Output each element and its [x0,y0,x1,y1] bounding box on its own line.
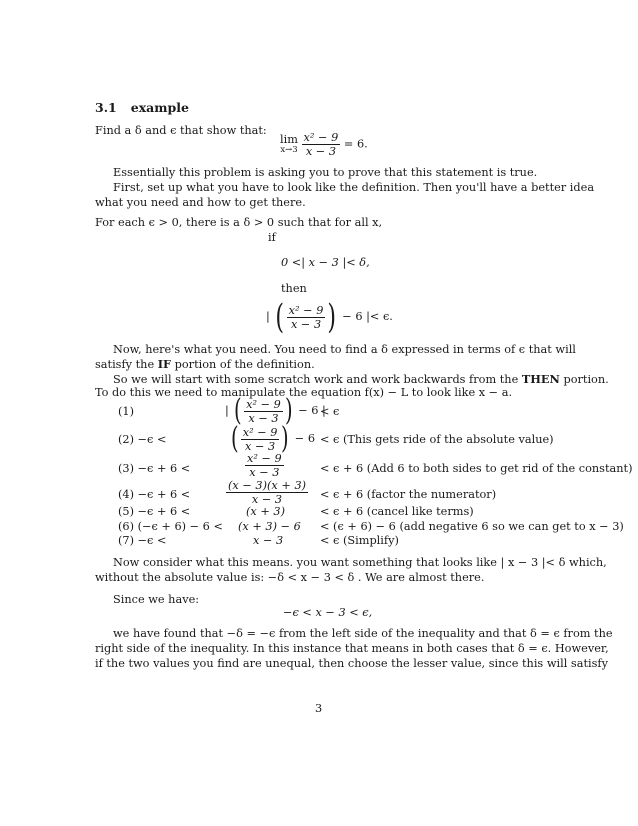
paragraph-7-line-2: right side of the inequality. In this instance that means in both cases that δ = ϵ. However, [95,642,609,655]
step-1-middle: | ( $\frac{\text{x² − 9}}{x - 3}$ ) − 6 | [225,393,326,428]
paragraph-6: Since we have: [113,593,200,606]
definition-for-each: For each ϵ > 0, there is a δ > 0 such that for all x, [95,216,383,229]
section-heading [95,100,189,116]
page-number: 3 [315,702,323,715]
limit-operator: lim x→3 [280,133,298,155]
paragraph-5-line-1: Now consider what this means. you want something that looks like | x − 3 |< δ which, [113,556,607,569]
step-6-label: (6) (−ϵ + 6) − 6 < [118,520,223,533]
paragraph-4-line-1: So we will start with some scratch work and work backwards from the THEN portion. [113,372,609,386]
paragraph-4-line-2: To do this we need to manipulate the equation f(x) − L to look like x − a. [95,386,513,399]
step-7-label: (7) −ϵ < [118,534,167,547]
step-4-right: < ϵ + 6 (factor the numerator) [320,488,497,501]
inequality-display: −ϵ < x − 3 < ϵ, [283,606,373,619]
step-4-middle: $\frac{(x - 3)(x + 3)}{x - 3}$ [228,479,307,506]
limit-equation [280,131,368,158]
definition-conclusion: | ( $\frac{\text{x² − 9}}{x - 3}$ ) − 6 |< ϵ. [266,297,393,337]
fraction-denominator: x − 3 [305,144,337,158]
step-3-middle: $\frac{\text{x² − 9}}{x - 3}$ [247,452,282,479]
step-7-right: < ϵ (Simplify) [320,534,399,547]
definition-if: if [268,231,276,244]
section-number: 3.1 [95,100,117,115]
intro-text: Find a δ and ϵ that show that: [95,124,267,137]
limit-fraction [302,131,341,158]
paragraph-7-line-3: if the two values you find are unequal, then choose the lesser value, since this will satisfy [95,657,608,670]
paragraph-3-line-1: Now, here's what you need. You need to find a δ expressed in terms of ϵ that will [113,343,576,356]
step-7-middle: x − 3 [253,534,284,547]
step-5-label: (5) −ϵ + 6 < [118,505,191,518]
paragraph-2-line-2: what you need and how to get there. [95,196,306,209]
paragraph-2-line-1: First, set up what you have to look like the definition. Then you'll have a better idea [113,181,595,194]
step-5-middle: (x + 3) [246,505,286,518]
definition-then: then [281,282,307,295]
fraction-numerator: x² − 9 [303,131,339,144]
step-4-label: (4) −ϵ + 6 < [118,488,191,501]
step-2-label: (2) −ϵ < [118,433,167,446]
step-3-right: < ϵ + 6 (Add 6 to both sides to get rid of the constant) [320,462,633,475]
step-1-right: < ϵ [320,405,340,418]
step-2-right: < ϵ (This gets ride of the absolute value) [320,433,554,446]
paragraph-7-line-1: we have found that −δ = −ϵ from the left side of the inequality and that δ = ϵ from the [113,627,613,640]
paragraph-5-line-2: without the absolute value is: −δ < x − 3 < δ . We are almost there. [95,571,485,584]
step-5-right: < ϵ + 6 (cancel like terms) [320,505,474,518]
section-title: example [130,100,189,115]
paragraph-1: Essentially this problem is asking you to prove that this statement is true. [113,166,538,179]
step-3-label: (3) −ϵ + 6 < [118,462,191,475]
paragraph-3-line-2: satisfy the IF portion of the definition. [95,357,315,371]
step-6-right: < (ϵ + 6) − 6 (add negative 6 so we can get to x − 3) [320,520,624,533]
step-2-middle: ( $\frac{\text{x² − 9}}{x - 3}$ ) − 6 [231,421,316,456]
step-6-middle: (x + 3) − 6 [238,520,301,533]
step-1-label: (1) [118,405,135,418]
definition-condition: 0 <| x − 3 |< δ, [281,256,370,269]
limit-rhs: = 6. [343,137,368,151]
